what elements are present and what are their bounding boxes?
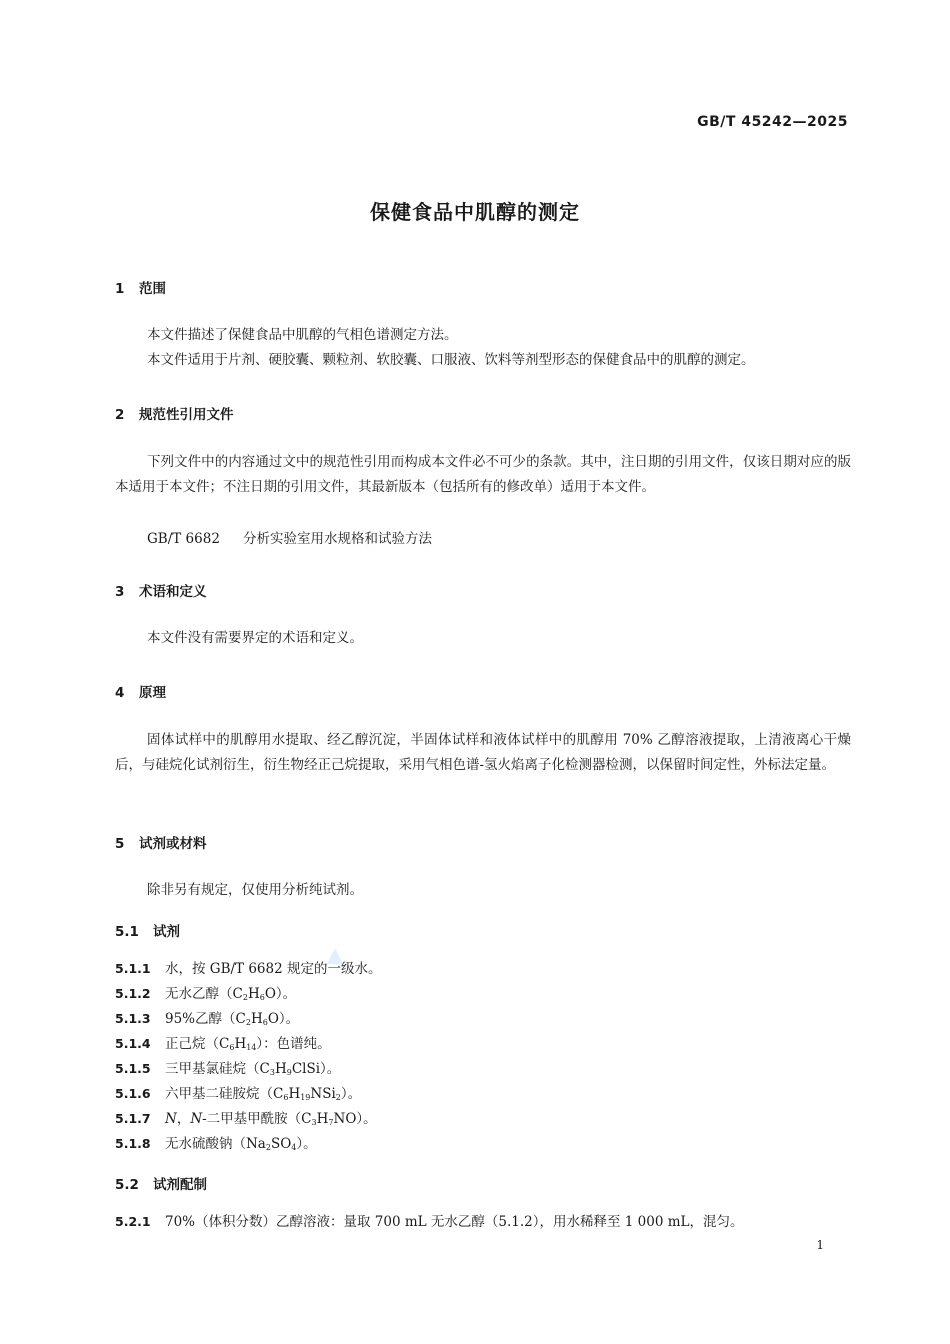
page-number: 1	[816, 1238, 824, 1252]
section-heading-5: 5 试剂或材料	[115, 836, 207, 852]
document-title: 保健食品中肌醇的测定	[370, 200, 580, 224]
section-heading-2: 2 规范性引用文件	[115, 407, 234, 423]
paragraph-normative-refs: 下列文件中的内容通过文中的规范性引用而构成本文件必不可少的条款。其中，注日期的引用文件，仅该日期对应的版本适用于本文件；不注日期的引用文件，其最新版本（包括所有的修改单）适用于本文件。	[115, 454, 851, 495]
paragraph-terms: 本文件没有需要界定的术语和定义。	[147, 630, 363, 646]
standard-code: GB/T 45242—2025	[697, 114, 848, 130]
paragraph-scope-1: 本文件描述了保健食品中肌醇的气相色谱测定方法。	[147, 327, 458, 343]
section-heading-4: 4 原理	[115, 685, 166, 701]
section-heading-3: 3 术语和定义	[115, 584, 207, 600]
reagent-item-5-1-3: 5.1.3 95%乙醇$(C_2H_6O)$。	[115, 1011, 300, 1027]
section-heading-1: 1 范围	[115, 281, 166, 297]
paragraph-reagents-note: 除非另有规定，仅使用分析纯试剂。	[147, 882, 363, 898]
reagent-item-5-1-5: 5.1.5 三甲基氯硅烷$(C_3H_9ClSi)$。	[115, 1061, 341, 1077]
reagent-item-5-1-1: 5.1.1 水，按 GB/T 6682 规定的一级水。	[115, 961, 382, 977]
subsection-heading-5-2: 5.2 试剂配制	[115, 1177, 207, 1193]
paragraph-principle: 固体试样中的肌醇用水提取、经乙醇沉淀，半固体试样和液体试样中的肌醇用 70% 乙醇溶液提取，上清液离心干燥后，与硅烷化试剂衍生，衍生物经正己烷提取，采用气相色谱-氢火焰离子化检测器检测，以保留时间定性，外标法定量。	[115, 732, 851, 773]
paragraph-scope-2: 本文件适用于片剂、硬胶囊、颗粒剂、软胶囊、口服液、饮料等剂型形态的保健食品中的肌醇的测定。	[147, 352, 755, 368]
reagent-item-5-1-4: 5.1.4 正己烷$(C_6H_{14})$：色谱纯。	[115, 1036, 331, 1052]
reagent-prep-item-5-2-1: 5.2.1 70%（体积分数）乙醇溶液：量取 700 mL 无水乙醇（5.1.2），用水稀释至 1 000 mL，混匀。	[115, 1214, 744, 1230]
reagent-item-5-1-6: 5.1.6 六甲基二硅胺烷$(C_6H_{19}NSi_2)$。	[115, 1086, 362, 1102]
reagent-item-5-1-2: 5.1.2 无水乙醇$(C_2H_6O)$。	[115, 986, 297, 1002]
reference-entry: GB/T 6682 分析实验室用水规格和试验方法	[147, 531, 432, 547]
subsection-heading-5-1: 5.1 试剂	[115, 924, 180, 940]
reagent-item-5-1-8: 5.1.8 无水硫酸钠$(Na_2SO_4)$。	[115, 1136, 317, 1152]
reagent-item-5-1-7: 5.1.7 N，N-二甲基甲酰胺$(C_3H_7NO)$。	[115, 1111, 377, 1127]
